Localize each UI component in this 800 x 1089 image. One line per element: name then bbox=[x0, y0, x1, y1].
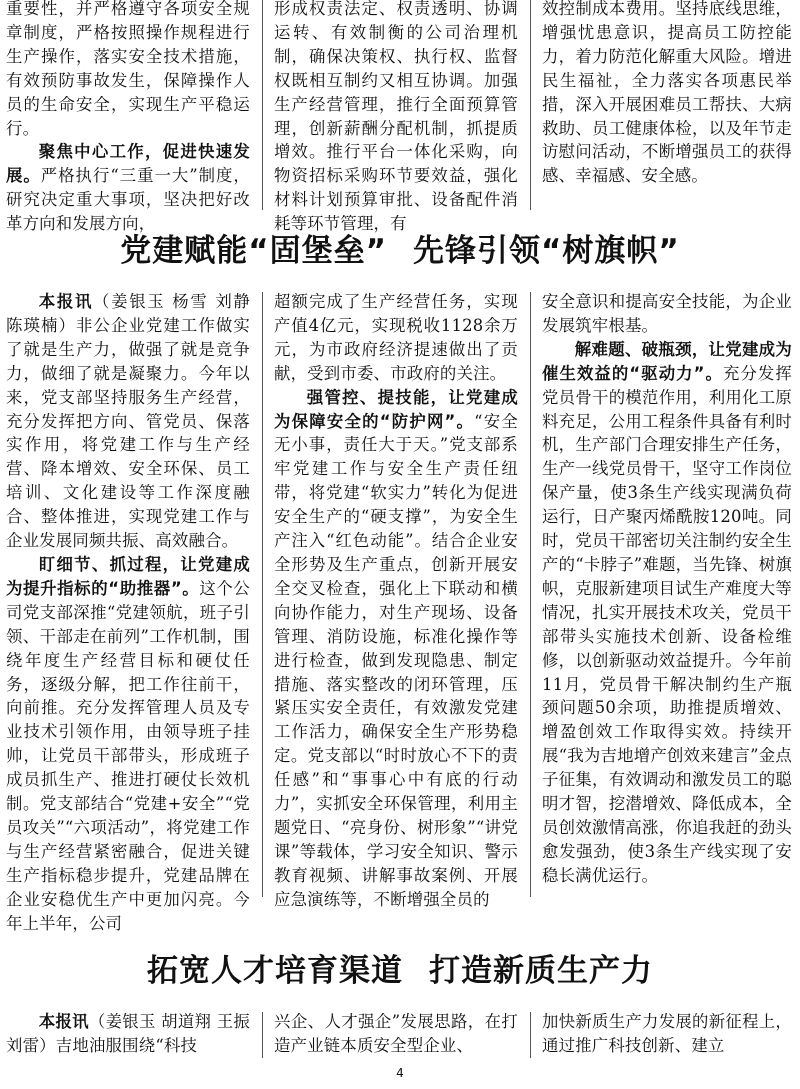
article2-headline-part1: 拓宽人才培育渠道 bbox=[147, 953, 403, 989]
paragraph-text: 这个公司党支部深推“党建领航，班子引领、干部走在前列”工作机制，围绕年度生产经营目标和硬仗任务，逐级分解，把工作往前干，向前推。充分发挥管理人员及专业技术引领作用，由领导班子挂帅，让党员干部带头，形成班子成员抓生产、推进打硬仗长效机制。党支部结合“党建+安全”“党员攻关”“六项活动”，将党建工作与生产经营紧密融合，促进关键生产指标稳步提升，党建品牌在企业安稳优生产中更加闪亮。今年上半年，公司 bbox=[6, 578, 250, 933]
paragraph-continuation bbox=[542, 290, 792, 338]
paragraph-lead: 聚焦中心工作，促进快速发展。 bbox=[6, 142, 250, 186]
article1-headline-part1: 党建赋能“固堡垒” bbox=[120, 233, 387, 269]
paragraph-lead: 本报讯 bbox=[38, 1012, 89, 1031]
article2-column-1 bbox=[6, 1010, 250, 1060]
paragraph-text: 效控制成本费用。坚持底线思维，增强忧患意识，提高员工防控能力，着力防范化解重大风险。增进民生福祉，全力落实各项惠民举措，深入开展困难员工帮扶、大病救助、员工健康体检，以及年节走访慰问活动，不断增强员工的获得感、幸福感、安全感。 bbox=[542, 0, 792, 186]
paragraph-text: 超额完成了生产经营任务，实现产值4亿元，实现税收1128余万元，为市政府经济提速做出了贡献，受到市委、市政府的关注。 bbox=[274, 292, 518, 383]
paragraph-text: 兴企、人才强企”发展思路，在打造产业链本质安全型企业、 bbox=[274, 1012, 518, 1055]
page-number: 4 bbox=[396, 1066, 404, 1080]
paragraph-lead: 本报讯 bbox=[38, 292, 94, 311]
paragraph-text: 重要性，并严格遵守各项安全规章制度，严格按照操作规程进行生产操作，落实安全技术措施，有效预防事故发生，保障操作人员的生命安全，实现生产平稳运行。 bbox=[6, 0, 250, 138]
paragraph-continuation bbox=[274, 0, 518, 236]
column-divider bbox=[262, 292, 263, 897]
paragraph bbox=[6, 290, 250, 553]
paragraph bbox=[6, 140, 250, 236]
paragraph-text: “安全无小事，责任大于天。”党支部系牢党建工作与安全生产责任纽带，将党建“软实力”转化为促进安全生产的“硬支撑”，为安全生产注入“红色动能”。结合企业安全形势及生产重点，创新开展安全交叉检查，强化上下联动和横向协作能力，对生产现场、设备管理、消防设施，标准化操作等进行检查，做到发现隐患、制定措施、落实整改的闭环管理，压紧压实安全责任，有效激发党建工作活力，确保安全生产形势稳定。党支部以“时时放心不下的责任感”和“事事心中有底的行动力”，实抓安全环保管理，利用主题党日、“亮身份、树形象”“讲党课”等载体，学习安全知识、警示教育视频、讲解事故案例、开展应急演练等，不断增强全员的 bbox=[274, 411, 518, 909]
paragraph-text: 充分发挥党员骨干的模范作用，利用化工原料充足，公用工程条件具备有利时机，生产部门合理安排生产任务，生产一线党员骨干，坚守工作岗位保产量，使3条生产线实现满负荷运行，日产聚丙烯酰胺120吨。同时，党员干部密切关注制约安全生产的“卡脖子”难题，当先锋、树旗帜，克服新建项目试生产难度大等情况，扎实开展技术攻关，党员干部带头实施技术创新、设备检维修，以创新驱动效益提升。今年前11月，党员骨干解决制约生产瓶颈问题50余项，助推提质增效、增盈创效工作取得实效。持续开展“我为吉地增产创效来建言”金点子征集，有效调动和激发员工的聪明才智，挖潜增效、降低成本，全员创效激情高涨，你追我赶的劲头愈发强劲，使3条生产线实现了安稳长满优运行。 bbox=[542, 363, 792, 885]
column-divider bbox=[530, 1012, 531, 1058]
paragraph-text: 严格执行“三重一大”制度，研究决定重大事项，坚决把好改革方向和发展方向， bbox=[6, 166, 250, 234]
paragraph-text: 加快新质生产力发展的新征程上，通过推广科技创新、建立 bbox=[542, 1012, 792, 1055]
paragraph-text: 形成权责法定、权责透明、协调运转、有效制衡的公司治理机制，确保决策权、执行权、监督权既相互制约又相互协调。加强生产经营管理，推行全面预算管理，创新薪酬分配机制，抓提质增效。推行平台一体化采购，向物资招标采购环节要效益，强化材料计划预算审批、设备配件消耗等环节管理，有 bbox=[274, 0, 518, 234]
paragraph-text: （姜银玉 胡道翔 王振 刘雷）吉地油服围绕“科技 bbox=[6, 1012, 250, 1055]
column-divider bbox=[262, 0, 263, 210]
paragraph bbox=[6, 553, 250, 936]
article2-column-2 bbox=[274, 1010, 518, 1060]
paragraph-lead: 解难题、破瓶颈，让党建成为催生效益的“驱动力”。 bbox=[542, 339, 792, 383]
article2-headline bbox=[0, 945, 800, 990]
paragraph bbox=[542, 338, 792, 888]
paragraph bbox=[274, 386, 518, 912]
paragraph-continuation bbox=[6, 0, 250, 140]
paragraph-continuation bbox=[274, 290, 518, 386]
paragraph-text: （姜银玉 杨雪 刘静 陈瑛楠）非公企业党建工作做实了就是生产力，做强了就是竞争力，做细了就是凝聚力。今年以来，党支部坚持服务生产经营，充分发挥把方向、管党员、保落实作用，将党建工作与生产经营、降本增效、安全环保、员工培训、文化建设等工作深度融合、整体推进，实现党建工作与企业发展同频共振、高效融合。 bbox=[6, 292, 250, 551]
article1-column-3 bbox=[542, 290, 792, 905]
paragraph bbox=[6, 1010, 250, 1058]
article1-column-1 bbox=[6, 290, 250, 933]
paragraph-lead: 强管控、提技能，让党建成为保障安全的“防护网”。 bbox=[274, 387, 518, 431]
paragraph-lead: 盯细节、抓过程，让党建成为提升指标的“助推器”。 bbox=[6, 554, 250, 598]
paragraph-continuation bbox=[542, 0, 792, 188]
paragraph-continuation bbox=[542, 1010, 792, 1058]
article1-column-2 bbox=[274, 290, 518, 909]
article1-headline bbox=[0, 225, 800, 270]
top-column-3 bbox=[542, 0, 792, 211]
top-column-1 bbox=[6, 0, 250, 234]
article1-headline-part2: 先锋引领“树旗帜” bbox=[413, 233, 680, 269]
paragraph-continuation bbox=[274, 1010, 518, 1058]
article2-column-3 bbox=[542, 1010, 792, 1060]
column-divider bbox=[530, 0, 531, 210]
paragraph-text: 安全意识和提高安全技能，为企业发展筑牢根基。 bbox=[542, 292, 792, 335]
column-divider bbox=[530, 292, 531, 897]
column-divider bbox=[262, 1012, 263, 1058]
top-column-2 bbox=[274, 0, 518, 234]
article2-headline-part2: 打造新质生产力 bbox=[429, 953, 653, 989]
